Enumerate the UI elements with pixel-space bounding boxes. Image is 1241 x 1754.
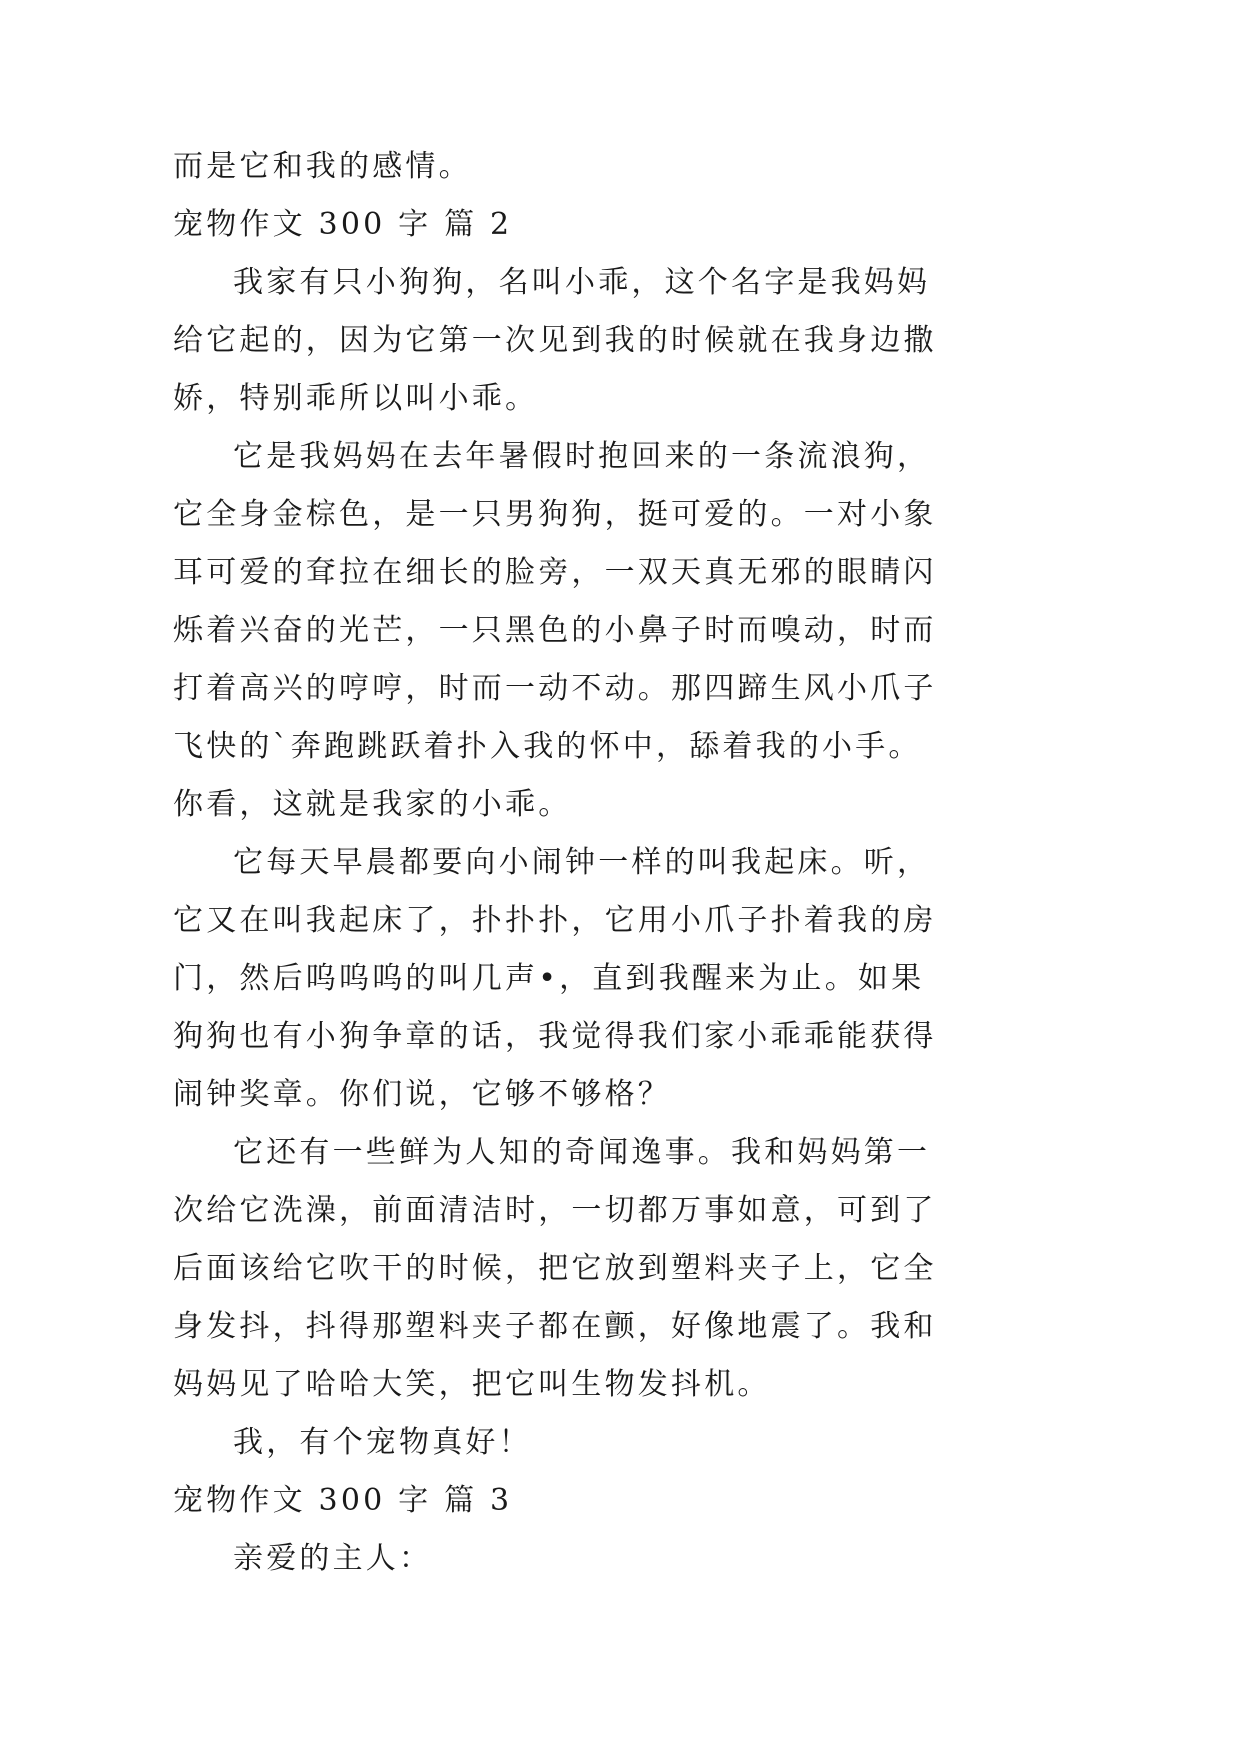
section-2-paragraph-3: 它每天早晨都要向小闹钟一样的叫我起床。听，它又在叫我起床了，扑扑扑，它用小爪子扑着我的房门，然后呜呜呜的叫几声•，直到我醒来为止。如果狗狗也有小狗争章的话，我觉得我们家小乖乖能获得闹钟奖章。你们说，它够不够格？ bbox=[173, 845, 937, 1112]
section-2-paragraph-4: 它还有一些鲜为人知的奇闻逸事。我和妈妈第一次给它洗澡，前面清洁时，一切都万事如意，可到了后面该给它吹干的时候，把它放到塑料夹子上，它全身发抖，抖得那塑料夹子都在颤，好像地震了。我和妈妈见了哈哈大笑，把它叫生物发抖机。 bbox=[173, 1135, 937, 1402]
section-2-title: 宠物作文 300 字 篇 2 bbox=[173, 207, 513, 242]
section-2-paragraph-5: 我，有个宠物真好！ bbox=[233, 1425, 532, 1460]
continuation-text: 而是它和我的感情。 bbox=[173, 149, 472, 184]
section-2-paragraph-1: 我家有只小狗狗，名叫小乖，这个名字是我妈妈给它起的，因为它第一次见到我的时候就在我身边撒娇，特别乖所以叫小乖。 bbox=[173, 265, 937, 416]
section-2-paragraph-2: 它是我妈妈在去年暑假时抱回来的一条流浪狗，它全身金棕色，是一只男狗狗，挺可爱的。一对小象耳可爱的耷拉在细长的脸旁，一双天真无邪的眼睛闪烁着兴奋的光芒，一只黑色的小鼻子时而嗅动，时而打着高兴的哼哼，时而一动不动。那四蹄生风小爪子飞快的`奔跑跳跃着扑入我的怀中，舔着我的小手。你看，这就是我家的小乖。 bbox=[173, 439, 937, 822]
section-3-title: 宠物作文 300 字 篇 3 bbox=[173, 1483, 513, 1518]
document-page bbox=[173, 138, 941, 1588]
section-3-paragraph-1: 亲爱的主人： bbox=[233, 1541, 433, 1576]
